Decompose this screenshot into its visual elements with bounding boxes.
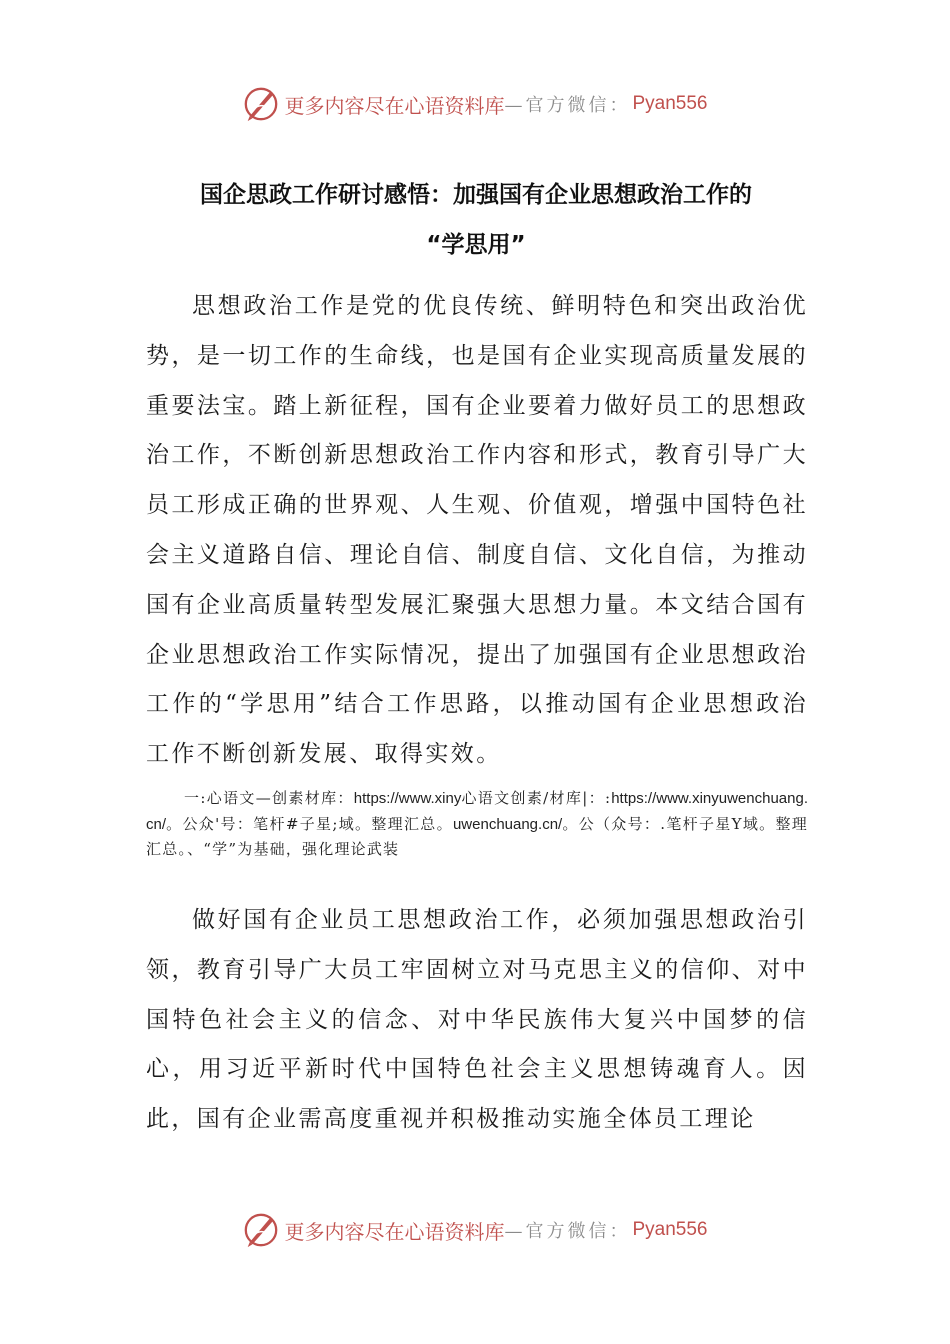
- banner-account-id: Pyan556: [632, 93, 708, 114]
- document-title-line-2: “学思用”: [426, 232, 526, 258]
- watermark-url-2: https://www.xinyuwenchuang.cn/: [146, 790, 808, 833]
- pen-circle-logo-icon: [242, 1211, 280, 1249]
- banner-official-label: —官方微信：: [504, 1221, 631, 1242]
- footer-banner: [0, 1206, 950, 1254]
- watermark-url-3: uwenchuang.cn/: [452, 815, 563, 833]
- watermark-text-4: 。公（众号：.笔杆子星Y域。整理汇总。、“学”为基础，强化理论武装: [146, 814, 808, 858]
- watermark-text-2: 心语文创素/材库|：:: [461, 789, 612, 807]
- watermark-section-heading: [146, 786, 808, 862]
- pen-circle-logo-icon: [242, 85, 280, 123]
- watermark-text-1: 一:心语文—创素材库：: [184, 789, 354, 807]
- banner-main-text: 更多内容尽在心语资料库: [284, 1219, 505, 1244]
- watermark-text-3: 。公众'号：笔杆#子星;域。整理汇总。: [166, 814, 453, 833]
- document-title-line-1: 国企思政工作研讨感悟：加强国有企业思想政治工作的: [200, 182, 752, 208]
- banner-main-text: 更多内容尽在心语资料库: [284, 93, 505, 118]
- header-banner: [0, 80, 950, 128]
- body-paragraph-1: 思想政治工作是党的优良传统、鲜明特色和突出政治优势，是一切工作的生命线，也是国有企业实现高质量发展的重要法宝。踏上新征程，国有企业要着力做好员工的思想政治工作，不断创新思想政治工作内容和形式，教育引导广大员工形成正确的世界观、人生观、价值观，增强中国特色社会主义道路自信、理论自信、制度自信、文化自信，为推动国有企业高质量转型发展汇聚强大思想力量。本文结合国有企业思想政治工作实际情况，提出了加强国有企业思想政治工作的“学思用”结合工作思路，以推动国有企业思想政治工作不断创新发展、取得实效。: [146, 293, 808, 768]
- body-paragraph-2: 做好国有企业员工思想政治工作，必须加强思想政治引领，教育引导广大员工牢固树立对马克思主义的信仰、对中国特色社会主义的信念、对中华民族伟大复兴中国梦的信心，用习近平新时代中国特色社会主义思想铸魂育人。因此，国有企业需高度重视并积极推动实施全体员工理论: [146, 907, 808, 1133]
- banner-official-label: —官方微信：: [504, 95, 631, 116]
- banner-account-id: Pyan556: [632, 1219, 708, 1240]
- watermark-url-1: https://www.xiny: [353, 790, 462, 807]
